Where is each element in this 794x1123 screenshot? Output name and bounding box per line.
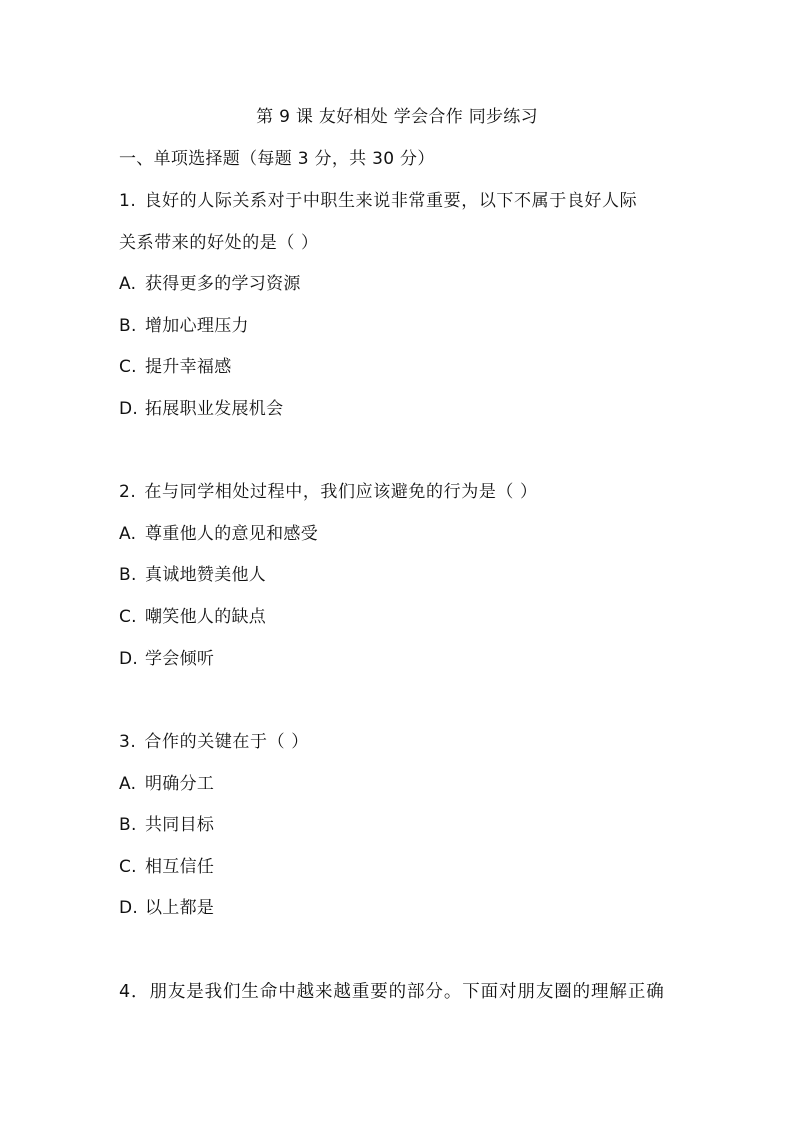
option-text: 学会倾听 <box>145 649 215 669</box>
option-letter: A. <box>119 774 137 794</box>
option-text: 尊重他人的意见和感受 <box>145 524 318 544</box>
option-letter: B. <box>119 815 137 835</box>
option-letter: D. <box>119 898 139 918</box>
question-2-option-a <box>119 523 318 545</box>
option-letter: C. <box>119 607 137 627</box>
question-number: 4． <box>119 982 150 1002</box>
question-3-option-a <box>119 773 214 795</box>
option-text: 增加心理压力 <box>145 316 249 336</box>
question-text: 在与同学相处过程中，我们应该避免的行为是（ ） <box>144 482 538 502</box>
option-letter: D. <box>119 649 139 669</box>
question-number: 1. <box>119 191 137 211</box>
option-text: 相互信任 <box>145 857 215 877</box>
question-4-line-1 <box>119 981 665 1003</box>
option-text: 真诚地赞美他人 <box>145 565 267 585</box>
question-2-option-d <box>119 648 214 670</box>
option-text: 以上都是 <box>145 898 215 918</box>
question-number: 3. <box>119 732 137 752</box>
question-2-line-1 <box>119 481 538 503</box>
option-letter: A. <box>119 524 137 544</box>
option-text: 提升幸福感 <box>145 357 232 377</box>
question-text: 朋友是我们生命中越来越重要的部分。下面对朋友圈的理解正确 <box>149 982 665 1002</box>
question-text: 良好的人际关系对于中职生来说非常重要，以下不属于良好人际 <box>144 191 638 211</box>
question-text: 合作的关键在于（ ） <box>144 732 309 752</box>
option-letter: D. <box>119 399 139 419</box>
question-2-option-c <box>119 606 266 628</box>
section-heading: 一、单项选择题（每题 3 分，共 30 分） <box>119 149 435 169</box>
question-3-line-1 <box>119 731 309 753</box>
option-letter: A. <box>119 274 137 294</box>
question-1-line-2: 关系带来的好处的是（ ） <box>119 233 319 253</box>
question-3-option-d <box>119 897 214 919</box>
question-1-option-a <box>119 273 301 295</box>
option-text: 嘲笑他人的缺点 <box>145 607 267 627</box>
option-text: 共同目标 <box>145 815 215 835</box>
question-1-option-b <box>119 315 249 337</box>
document-title: 第 9 课 友好相处 学会合作 同步练习 <box>256 107 538 127</box>
question-2-option-b <box>119 564 266 586</box>
option-text: 获得更多的学习资源 <box>145 274 301 294</box>
option-letter: C. <box>119 857 137 877</box>
question-1-option-c <box>119 356 232 378</box>
question-number: 2. <box>119 482 137 502</box>
question-1-option-d <box>119 398 283 420</box>
option-letter: C. <box>119 357 137 377</box>
option-letter: B. <box>119 565 137 585</box>
option-letter: B. <box>119 316 137 336</box>
question-1-line-1 <box>119 190 637 212</box>
question-3-option-b <box>119 814 214 836</box>
question-3-option-c <box>119 856 214 878</box>
option-text: 拓展职业发展机会 <box>145 399 284 419</box>
option-text: 明确分工 <box>145 774 215 794</box>
